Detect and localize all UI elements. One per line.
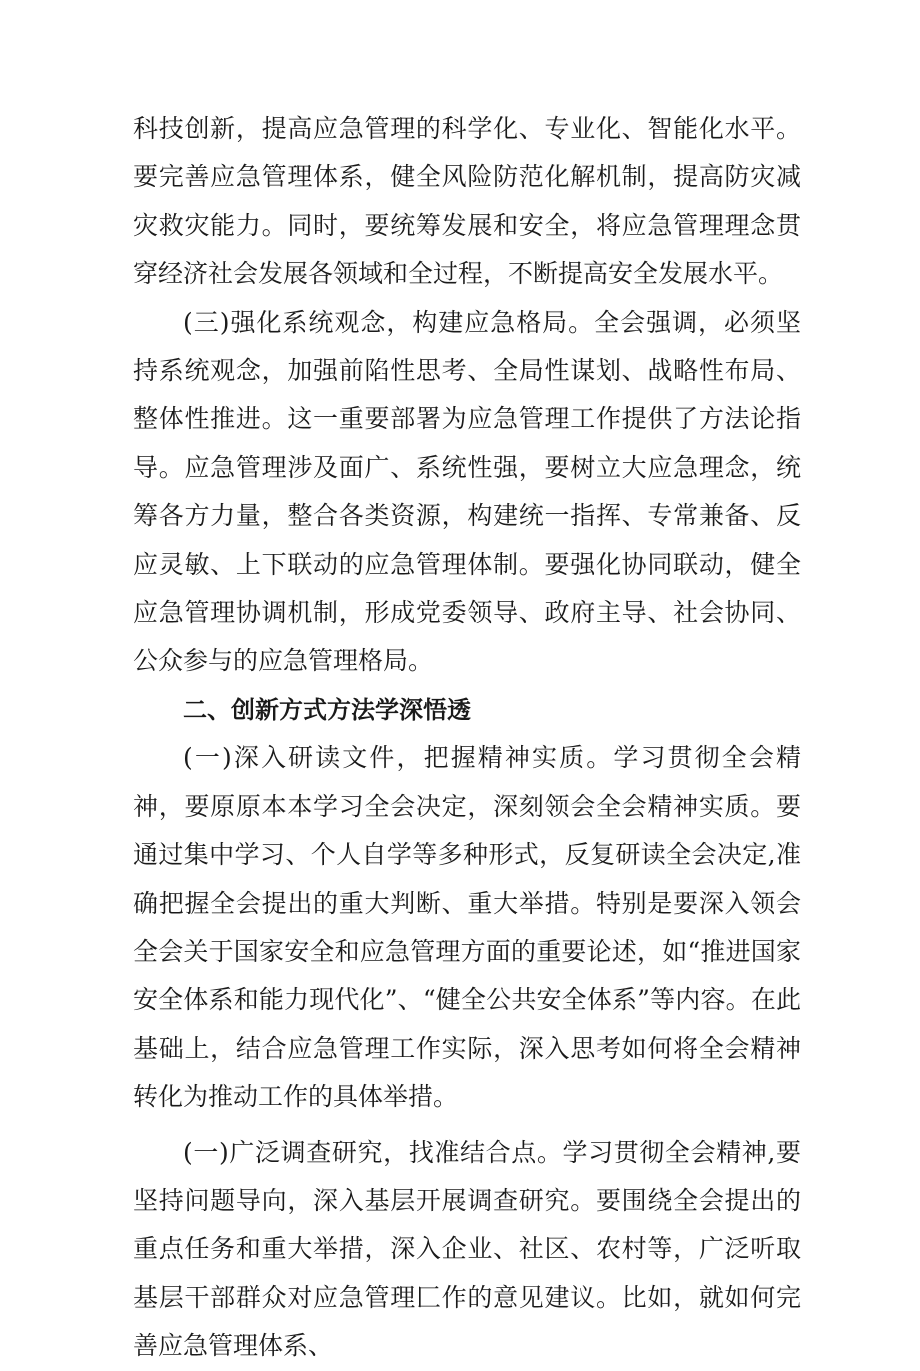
paragraph-study-documents: (一)深入研读文件，把握精神实质。学习贯彻全会精神，要原原本本学习全会决定，深刻领会全会精神实质。要通过集中学习、个人自学等多种形式，反复研读全会决定,准确把握全会提出的重大判断、重大举措。特别是要深入领会全会关于国家安全和应急管理方面的重要论述，如“推进国家安全体系和能力现代化”、“健全公共安全体系”等内容。在此基础上，结合应急管理工作实际，深入思考如何将全会精神转化为推动工作的具体举措。	[133, 743, 801, 1112]
section-heading: 二、创新方式方法学深悟透	[183, 695, 471, 724]
document-body	[133, 105, 801, 1371]
paragraph-section-three: (三)强化系统观念，构建应急格局。全会强调，必须坚持系统观念，加强前陷性思考、全局性谋划、战略性布局、整体性推进。这一重要部署为应急管理工作提供了方法论指导。应急管理涉及面广、系统性强，要树立大应急理念，统筹各方力量，整合各类资源，构建统一指挥、专常兼备、反应灵敏、上下联动的应急管理体制。要强化协同联动，健全应急管理协调机制，形成党委领导、政府主导、社会协同、公众参与的应急管理格局。	[133, 307, 801, 676]
paragraph-continuation: 科技创新，提高应急管理的科学化、专业化、智能化水平。要完善应急管理体系，健全风险防范化解机制，提高防灾减灾救灾能力。同时，要统筹发展和安全，将应急管理理念贯穿经济社会发展各领域和全过程，不断提高安全发展水平。	[133, 114, 801, 289]
paragraph-investigation: (一)广泛调查研究，找准结合点。学习贯彻全会精神,要坚持问题导向，深入基层开展调查研究。要围绕全会提出的重点任务和重大举措，深入企业、社区、农村等，广泛听取基层干部群众对应急管理匚作的意见建议。比如，就如何完善应急管理体系、	[133, 1137, 801, 1361]
